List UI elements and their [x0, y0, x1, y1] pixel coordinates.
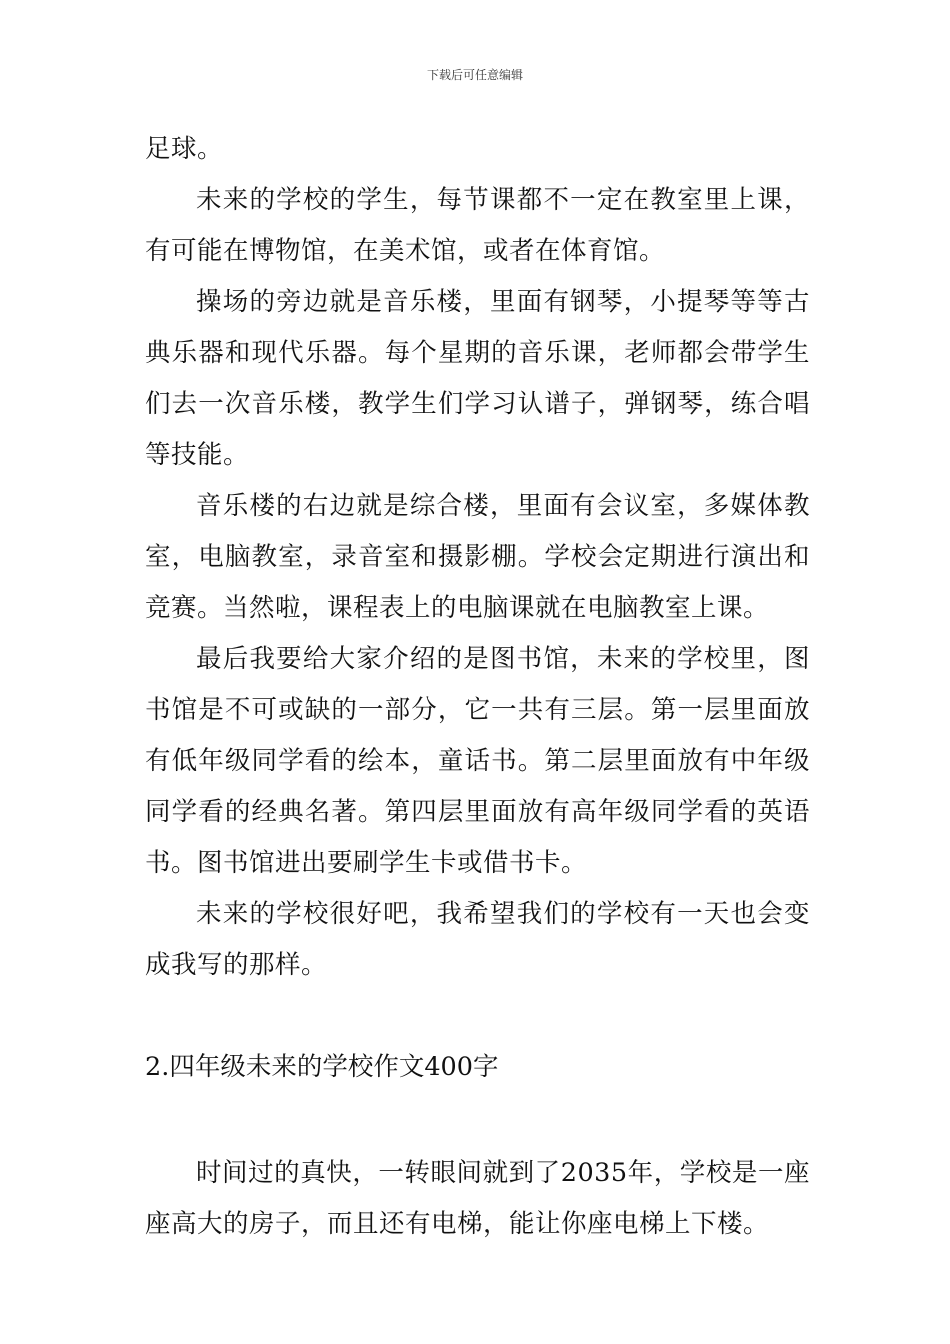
paragraph: 音乐楼的右边就是综合楼，里面有会议室，多媒体教室，电脑教室，录音室和摄影棚。学校会定期进行演出和竞赛。当然啦，课程表上的电脑课就在电脑教室上课。: [145, 491, 810, 623]
section-title: 2.四年级未来的学校作文400字: [145, 1052, 499, 1082]
paragraph: 时间过的真快，一转眼间就到了2035年，学校是一座座高大的房子，而且还有电梯，能让你座电梯上下楼。: [145, 1158, 810, 1239]
paragraph: 最后我要给大家介绍的是图书馆，未来的学校里，图书馆是不可或缺的一部分，它一共有三层。第一层里面放有低年级同学看的绘本，童话书。第二层里面放有中年级同学看的经典名著。第四层里面放有高年级同学看的英语书。图书馆进出要刷学生卡或借书卡。: [145, 644, 810, 878]
paragraph: 未来的学校的学生，每节课都不一定在教室里上课，有可能在博物馆，在美术馆，或者在体育馆。: [145, 185, 810, 266]
paragraph: 未来的学校很好吧，我希望我们的学校有一天也会变成我写的那样。: [145, 899, 810, 980]
page-header-note: 下载后可任意编辑: [426, 68, 523, 82]
paragraph: 操场的旁边就是音乐楼，里面有钢琴，小提琴等等古典乐器和现代乐器。每个星期的音乐课，老师都会带学生们去一次音乐楼，教学生们学习认谱子，弹钢琴，练合唱等技能。: [145, 287, 810, 470]
paragraph: 足球。: [145, 134, 224, 164]
document-body: [145, 124, 810, 1250]
